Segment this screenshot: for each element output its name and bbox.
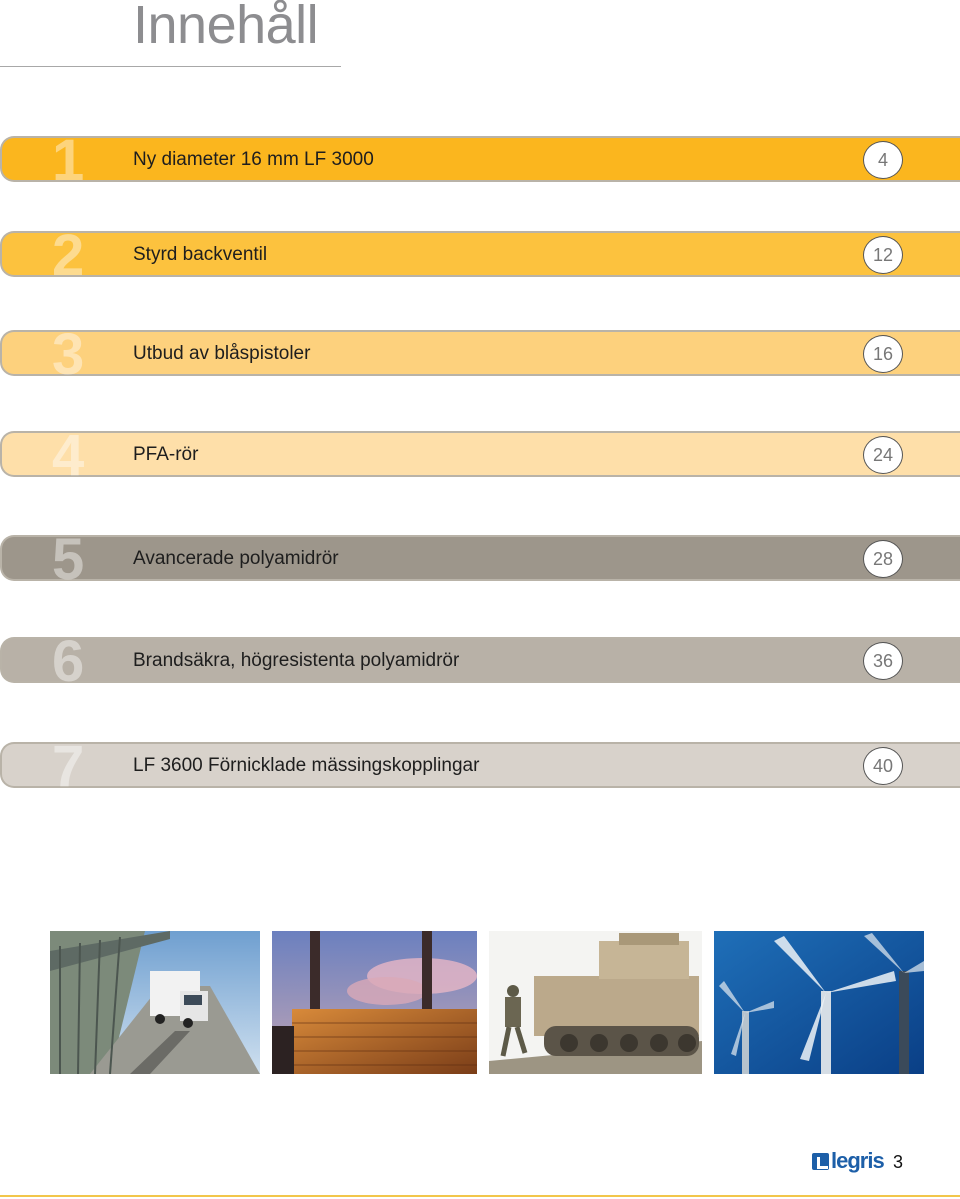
toc-label: PFA-rör <box>133 444 199 465</box>
toc-number: 6 <box>52 629 85 694</box>
toc-number: 5 <box>52 527 85 592</box>
toc-label: LF 3600 Förnicklade mässingskopplingar <box>133 755 480 776</box>
toc-number: 1 <box>52 128 85 193</box>
toc-label: Utbud av blåspistoler <box>133 343 311 364</box>
toc-page-badge: 16 <box>863 335 903 373</box>
toc-label: Ny diameter 16 mm LF 3000 <box>133 149 374 170</box>
toc-number: 4 <box>52 423 85 488</box>
toc-row-1[interactable] <box>0 128 960 193</box>
photo-military-vehicle <box>489 931 702 1074</box>
toc-number: 2 <box>52 223 85 288</box>
toc-row-7[interactable] <box>0 734 960 799</box>
toc-row-4[interactable] <box>0 423 960 488</box>
toc-label: Avancerade polyamidrör <box>133 548 339 569</box>
toc-page-badge: 24 <box>863 436 903 474</box>
toc-row-5[interactable] <box>0 527 960 592</box>
toc-number: 3 <box>52 322 85 387</box>
toc-row-3[interactable] <box>0 322 960 387</box>
toc-page-badge: 36 <box>863 642 903 680</box>
toc-page-badge: 28 <box>863 540 903 578</box>
logo-text: legris <box>831 1148 884 1173</box>
toc-page-badge: 4 <box>863 141 903 179</box>
bottom-divider <box>0 1195 960 1197</box>
toc-page-badge: 40 <box>863 747 903 785</box>
photo-truck-on-bridge <box>50 931 260 1074</box>
toc-page-badge: 12 <box>863 236 903 274</box>
toc-row-2[interactable] <box>0 223 960 288</box>
photo-industrial-chimneys <box>272 931 477 1074</box>
photo-wind-turbines <box>714 931 924 1074</box>
toc-label: Brandsäkra, högresistenta polyamidrör <box>133 650 460 671</box>
page-title: Innehåll <box>133 0 319 55</box>
page-number: 3 <box>893 1152 904 1172</box>
legris-logo <box>812 1148 884 1174</box>
toc-label: Styrd backventil <box>133 244 268 265</box>
legris-logo-icon <box>812 1153 829 1170</box>
toc-number: 7 <box>52 734 85 799</box>
toc-row-6[interactable] <box>0 629 960 694</box>
title-underline <box>0 66 341 67</box>
